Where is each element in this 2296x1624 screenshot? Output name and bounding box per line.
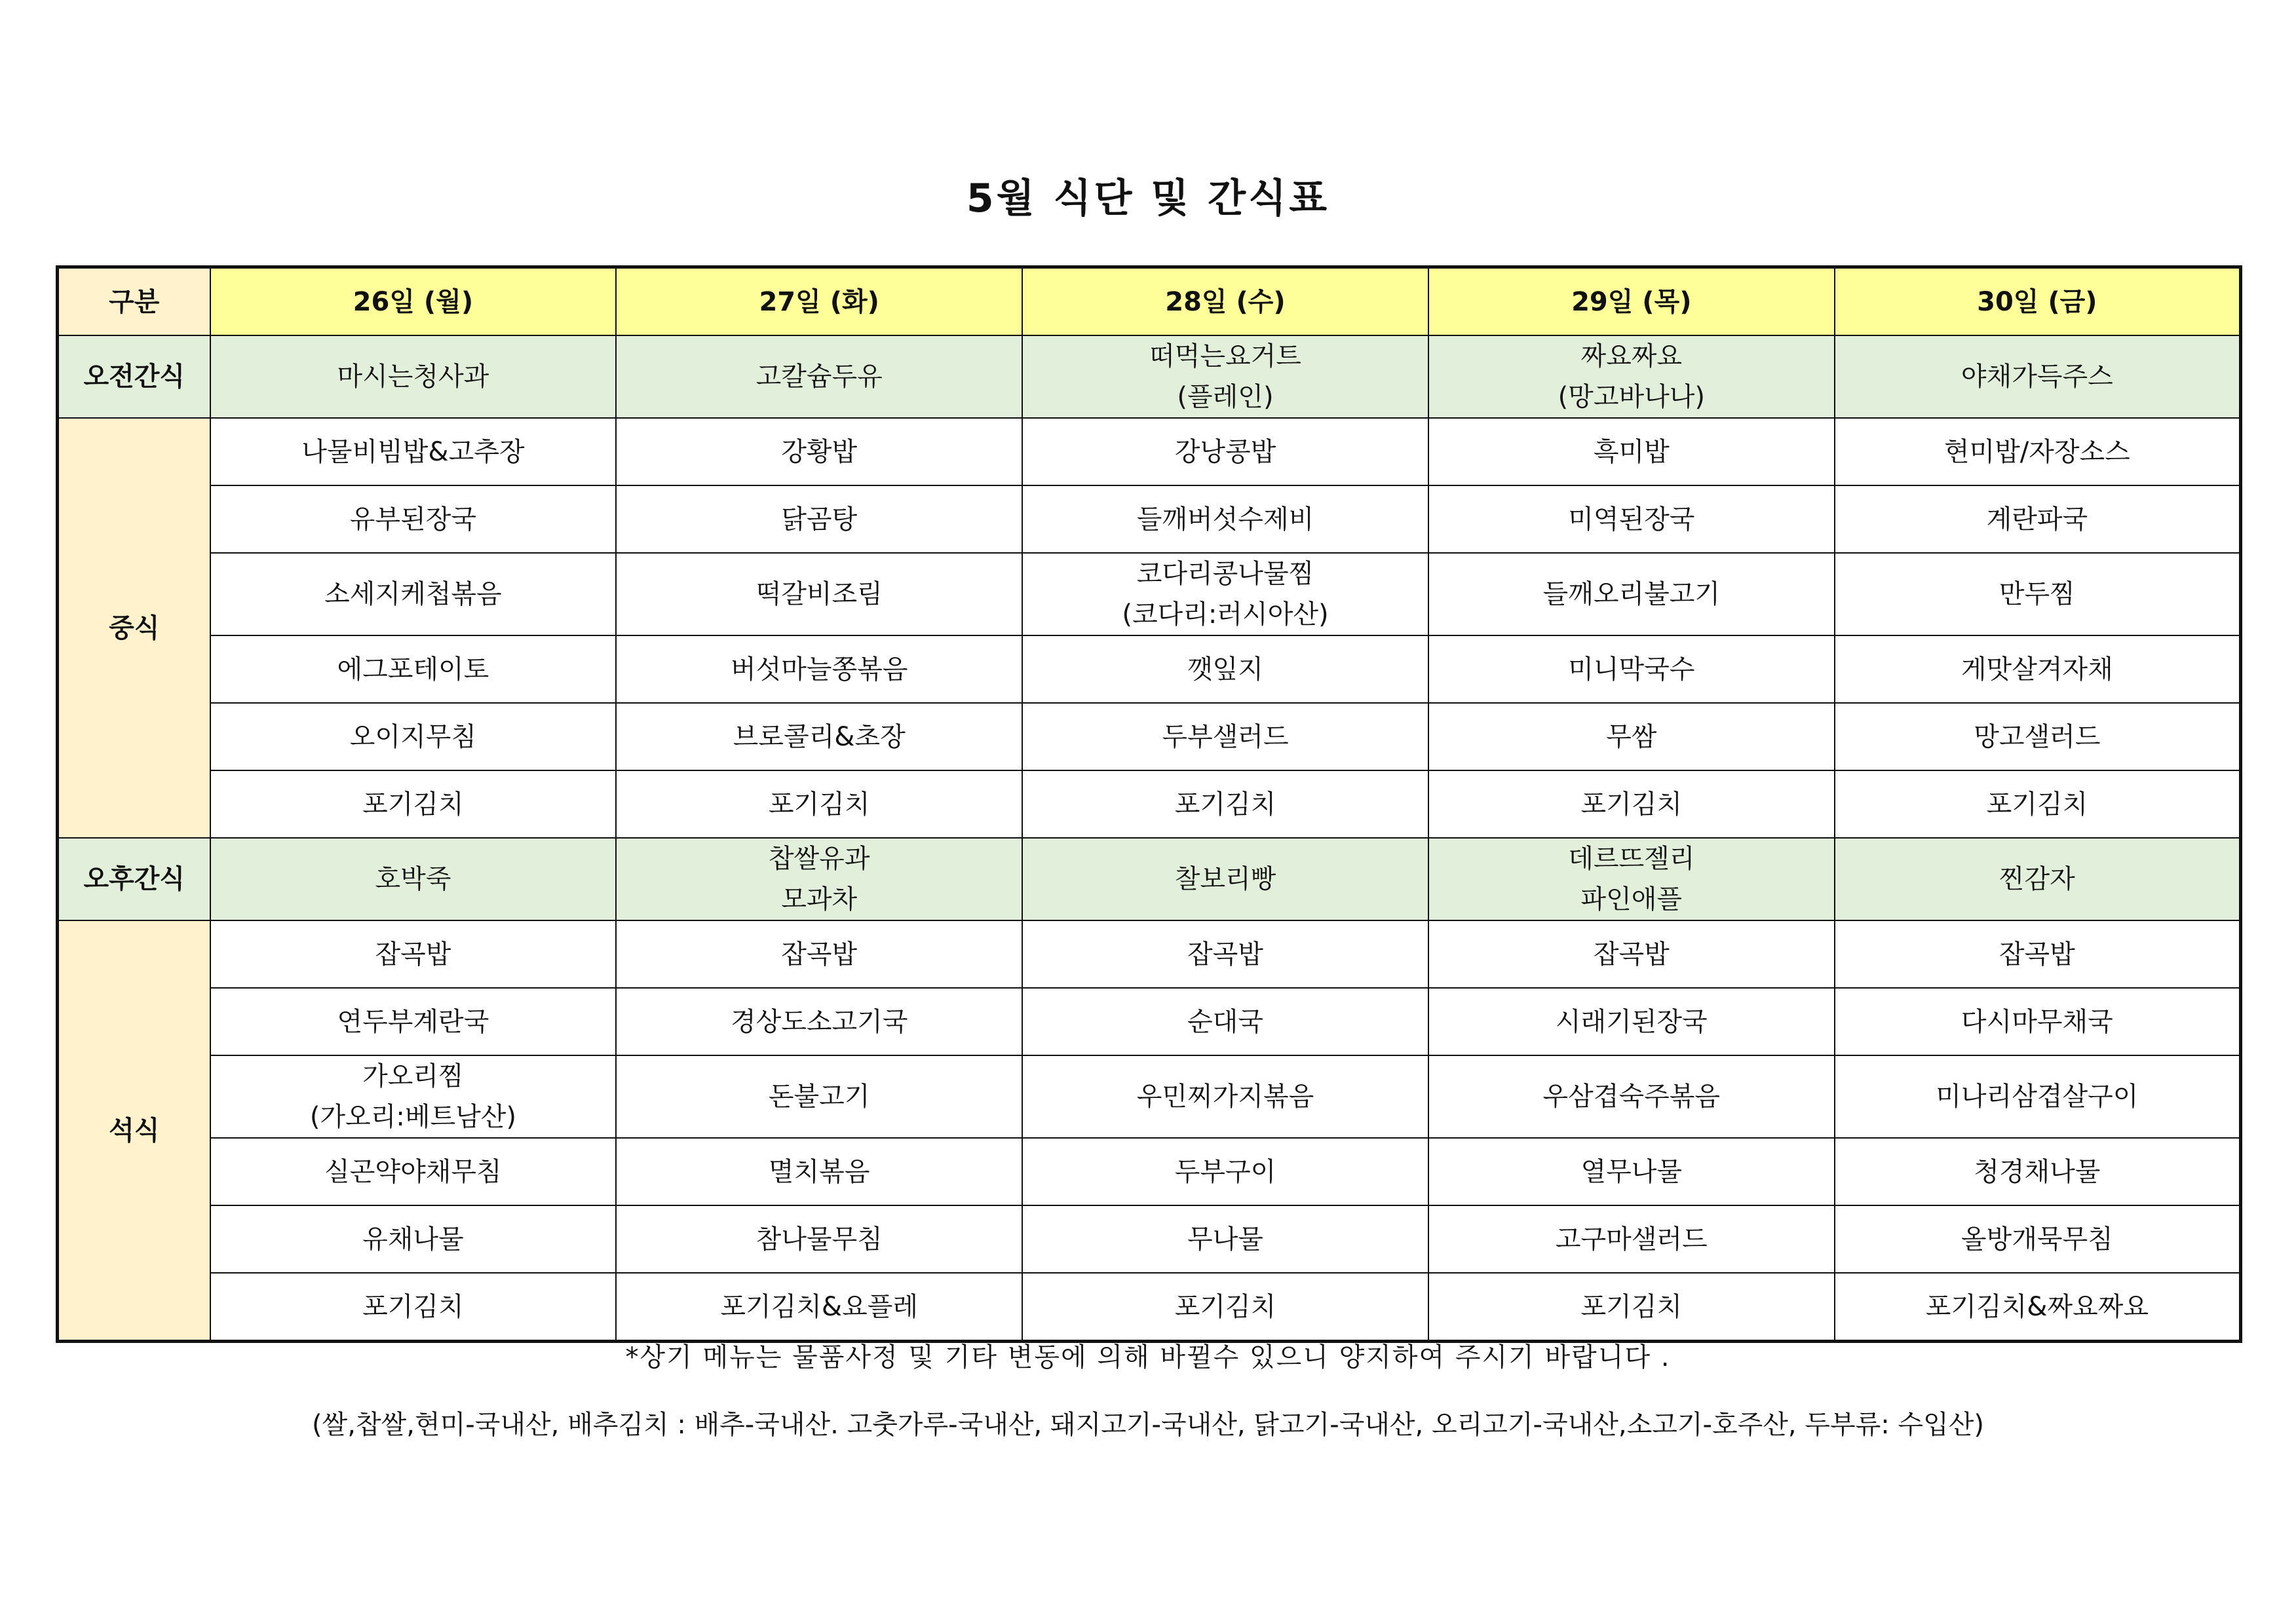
morning-snack-row [58,335,2241,418]
afternoon-snack-row [58,838,2241,920]
menu-cell: 올방개묵무침 [1835,1205,2241,1273]
menu-cell: 현미밥/자장소스 [1835,418,2241,485]
menu-cell: 무쌈 [1428,703,1835,770]
menu-item-line: 가오리찜 [362,1061,464,1091]
menu-cell: 찐감자 [1835,838,2241,920]
header-day: 29일 (목) [1428,267,1835,336]
menu-cell: 잡곡밥 [1835,920,2241,988]
menu-cell: 시래기된장국 [1428,988,1835,1055]
menu-item-line: 떠먹는요거트 [1149,341,1301,371]
menu-cell: 포기김치&짜요짜요 [1835,1273,2241,1342]
menu-cell: 포기김치 [1022,1273,1428,1342]
menu-cell: 잡곡밥 [1428,920,1835,988]
page-title: 5월 식단 및 간식표 [966,176,1330,221]
menu-cell: 잡곡밥 [210,920,617,988]
menu-cell: 마시는청사과 [210,335,617,418]
menu-cell: 포기김치 [616,770,1022,838]
menu-item-line: (망고바나나) [1558,382,1705,412]
menu-cell: 흑미밥 [1428,418,1835,485]
menu-cell: 멸치볶음 [616,1138,1022,1205]
menu-item-line: 파인애플 [1580,884,1683,915]
category-morning: 오전간식 [58,335,210,418]
menu-item-line: (플레인) [1177,382,1274,412]
menu-cell: 포기김치 [210,1273,617,1342]
dinner-row [58,1055,2241,1138]
menu-cell: 야채가득주스 [1835,335,2241,418]
menu-cell: 잡곡밥 [1022,920,1428,988]
origin-text: (쌀,찹쌀,현미-국내산, 배추김치 : 배추-국내산. 고춧가루-국내산, 돼지고기-국내산, 닭고기-국내산, 오리고기-국내산,소고기-호주산, 두부류: 수입산) [312,1410,1984,1440]
category-lunch: 중식 [58,418,210,838]
menu-cell: 포기김치 [1835,770,2241,838]
header-day: 28일 (수) [1022,267,1428,336]
menu-item-line: 코다리콩나물찜 [1136,559,1314,589]
menu-cell: 고구마샐러드 [1428,1205,1835,1273]
header-day: 30일 (금) [1835,267,2241,336]
menu-cell: 포기김치 [1022,770,1428,838]
menu-cell: 들깨버섯수제비 [1022,485,1428,553]
menu-item-line: (코다리:러시아산) [1122,599,1329,630]
header-day: 27일 (화) [616,267,1022,336]
menu-cell: 깻잎지 [1022,635,1428,703]
menu-cell: 두부구이 [1022,1138,1428,1205]
menu-cell: 우민찌가지볶음 [1022,1055,1428,1138]
menu-cell [1428,838,1835,920]
menu-cell: 유채나물 [210,1205,617,1273]
menu-cell: 포기김치&요플레 [616,1273,1022,1342]
menu-cell: 계란파국 [1835,485,2241,553]
menu-cell: 브로콜리&초장 [616,703,1022,770]
menu-cell: 에그포테이토 [210,635,617,703]
dinner-row [58,1273,2241,1342]
menu-item-line: (가오리:베트남산) [309,1102,516,1132]
menu-cell: 연두부계란국 [210,988,617,1055]
menu-table [56,265,2242,1343]
dinner-row [58,1138,2241,1205]
menu-cell [1022,553,1428,635]
category-dinner: 석식 [58,920,210,1342]
menu-cell: 청경채나물 [1835,1138,2241,1205]
menu-cell: 버섯마늘쫑볶음 [616,635,1022,703]
menu-cell: 떡갈비조림 [616,553,1022,635]
menu-cell: 잡곡밥 [616,920,1022,988]
lunch-row [58,703,2241,770]
menu-cell: 들깨오리불고기 [1428,553,1835,635]
menu-item-line: 데르뜨젤리 [1568,844,1695,874]
menu-cell: 오이지무침 [210,703,617,770]
menu-cell: 유부된장국 [210,485,617,553]
menu-cell [210,1055,617,1138]
menu-cell: 다시마무채국 [1835,988,2241,1055]
dinner-row [58,988,2241,1055]
menu-cell: 열무나물 [1428,1138,1835,1205]
header-category: 구분 [58,267,210,336]
dinner-row [58,920,2241,988]
lunch-row [58,553,2241,635]
menu-cell: 소세지케첩볶음 [210,553,617,635]
menu-cell: 실곤약야채무침 [210,1138,617,1205]
menu-cell: 두부샐러드 [1022,703,1428,770]
menu-cell: 순대국 [1022,988,1428,1055]
menu-item-line: 찹쌀유과 [768,844,870,874]
menu-cell: 포기김치 [1428,770,1835,838]
menu-cell [1022,335,1428,418]
menu-cell: 돈불고기 [616,1055,1022,1138]
menu-cell: 찰보리빵 [1022,838,1428,920]
menu-cell: 강낭콩밥 [1022,418,1428,485]
menu-cell: 만두찜 [1835,553,2241,635]
menu-cell: 강황밥 [616,418,1022,485]
lunch-row [58,770,2241,838]
header-day: 26일 (월) [210,267,617,336]
menu-cell: 미나리삼겹살구이 [1835,1055,2241,1138]
menu-cell: 무나물 [1022,1205,1428,1273]
menu-cell: 게맛살겨자채 [1835,635,2241,703]
notice-text: *상기 메뉴는 물품사정 및 기타 변동에 의해 바뀔수 있으니 양지하여 주시기 바랍니다 . [625,1342,1671,1372]
menu-cell: 경상도소고기국 [616,988,1022,1055]
dinner-row [58,1205,2241,1273]
menu-cell: 고칼슘두유 [616,335,1022,418]
lunch-row [58,418,2241,485]
menu-cell: 우삼겹숙주볶음 [1428,1055,1835,1138]
menu-cell: 망고샐러드 [1835,703,2241,770]
menu-item-line: 모과차 [781,884,858,915]
menu-cell [1428,335,1835,418]
category-afternoon: 오후간식 [58,838,210,920]
menu-cell: 포기김치 [210,770,617,838]
lunch-row [58,635,2241,703]
menu-cell: 닭곰탕 [616,485,1022,553]
menu-cell: 나물비빔밥&고추장 [210,418,617,485]
header-row [58,267,2241,336]
menu-cell: 미역된장국 [1428,485,1835,553]
menu-cell: 미니막국수 [1428,635,1835,703]
menu-cell: 호박죽 [210,838,617,920]
menu-cell [616,838,1022,920]
lunch-row [58,485,2241,553]
menu-item-line: 짜요짜요 [1580,341,1683,371]
menu-cell: 포기김치 [1428,1273,1835,1342]
menu-cell: 참나물무침 [616,1205,1022,1273]
